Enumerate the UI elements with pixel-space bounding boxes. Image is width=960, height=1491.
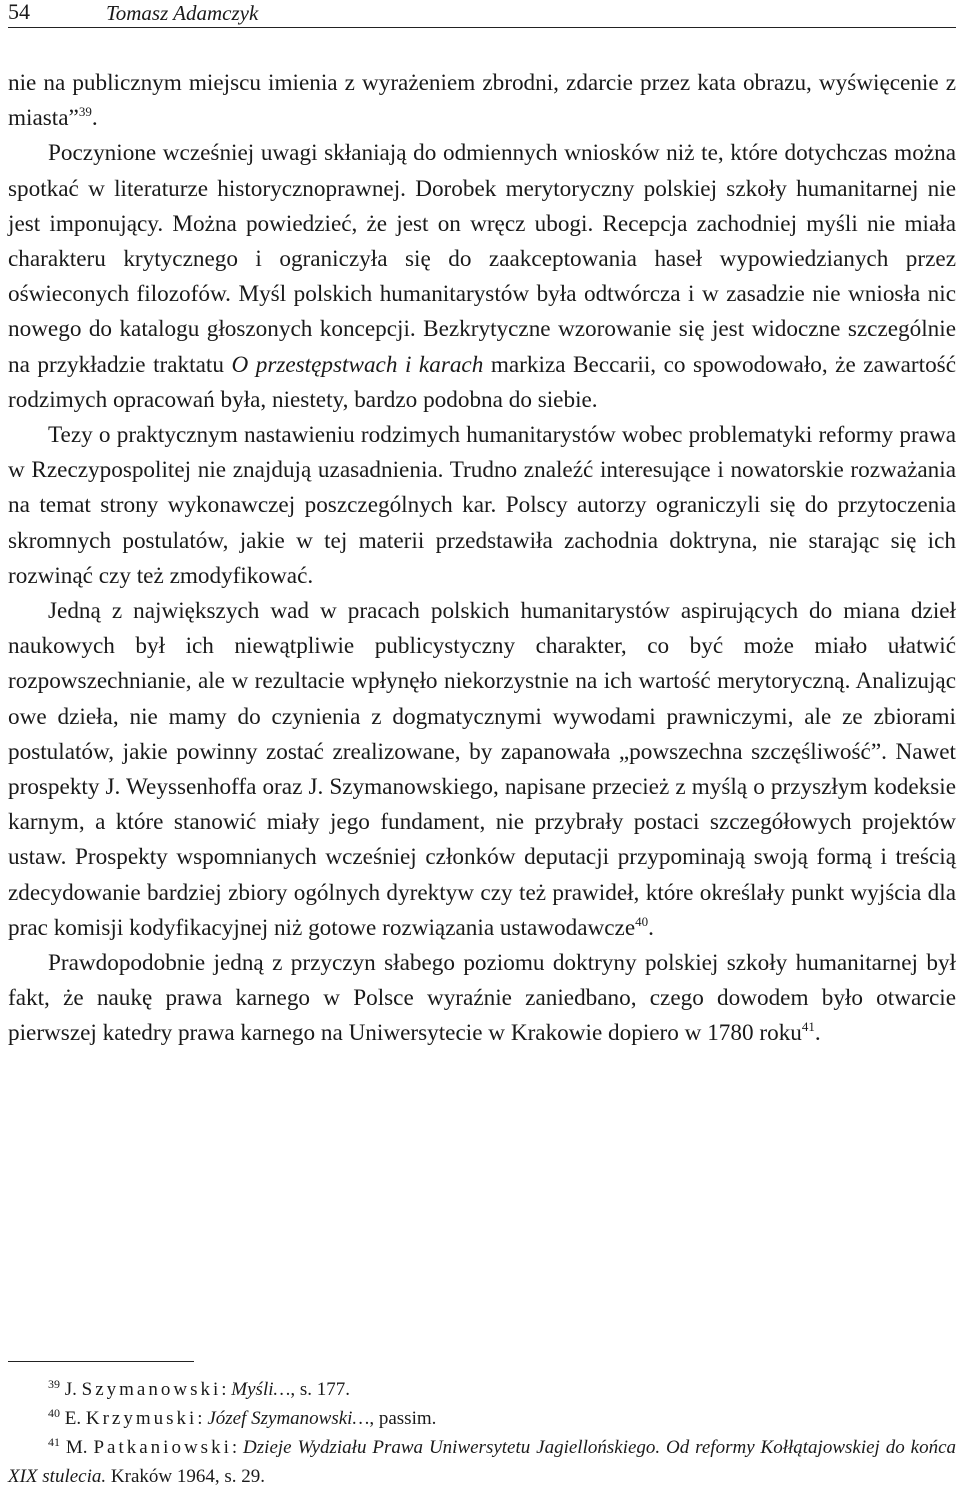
footnote [8, 1433, 956, 1491]
footnote-rest: , passim. [369, 1408, 437, 1429]
footnote-title: Józef Szymanowski… [207, 1408, 370, 1429]
page-number: 54 [8, 0, 30, 24]
footnote-reference[interactable]: 39 [78, 104, 92, 120]
footnote [8, 1404, 956, 1433]
footnote-prefix: E. [64, 1408, 86, 1429]
paragraph-text: nie na publicznym miejscu imienia z wyrażeniem zbrodni, zdarcie przez kata obrazu, wyświęcenie z miasta” [8, 70, 956, 132]
paragraph [8, 946, 956, 1052]
footnote-rest: Kraków 1964, s. 29. [106, 1466, 265, 1487]
footnote-rest: , s. 177. [290, 1379, 351, 1400]
footnote-sep: : [231, 1437, 244, 1458]
footnote-number: 40 [48, 1406, 60, 1420]
paragraph [8, 136, 956, 418]
footnote-number: 39 [48, 1377, 60, 1391]
footnote-sep: : [221, 1379, 232, 1400]
footnote [8, 1375, 956, 1404]
footnote-number: 41 [48, 1435, 60, 1449]
paragraph-text: Jedną z największych wad w pracach polskich humanitarystów aspirujących do miana dzieł naukowych był ich niewątpliwie publicystyczny charakter, co być może miało ułatwić rozpowszechnianie, ale w rezultacie wpłynęło niekorzystnie na ich wartość merytoryczną. Analizując owe dzieła, nie mamy do czynienia z dogmatycznymi wywodami prawniczymi, ale ze zbiorami postulatów, jakie powinny zostać zrealizowane, by zapanowała „powszechna szczęśliwość”. Nawet prospekty J. Weyssenhoffa oraz J. Szymanowskiego, napisane przecież z myślą o przyszłym kodeksie karnym, a które stanowić miały jego fundament, nie przybrały postaci szczegółowych projektów ustaw. Prospekty wspomnianych wcześniej członków deputacji przypominają swoją formą i treścią zdecydowanie bardziej zbiory ogólnych dyrektyw czy też prawideł, które określały punkt wyjścia dla prac komisji kodyfikacyjnej niż gotowe rozwiązania ustawodawcze [8, 598, 956, 941]
footnote-title: Myśli… [231, 1379, 291, 1400]
paragraph-end: . [648, 914, 654, 941]
footnote-prefix: M. [65, 1437, 94, 1458]
footnote-separator [8, 1361, 194, 1362]
footnote-reference[interactable]: 40 [635, 913, 649, 929]
footnote-sep: : [197, 1408, 208, 1429]
paragraph-end: . [814, 1020, 821, 1047]
paragraph-text: Poczynione wcześniej uwagi skłaniają do odmiennych wniosków niż te, które dotychczas można spotkać w literaturze historycznoprawnej. Dorobek merytoryczny polskiej szkoły humanitarnej nie jest imponujący. Można powiedzieć, że jest on wręcz ubogi. Recepcja zachodniej myśli nie miała charakteru krytycznego i ograniczyła się do zaakceptowania haseł wypowiedzianych przez oświeconych filozofów. Myśl polskich humanitarystów była odtwórcza i w zasadzie nie wniosła nic nowego do katalogu głoszonych koncepcji. Bezkrytyczne wzorowanie się jest widoczne szczególnie na przykładzie traktatu [8, 140, 956, 378]
footnote-author: Patkaniowski [93, 1437, 232, 1458]
main-text [8, 66, 956, 1052]
paragraph: Tezy o praktycznym nastawieniu rodzimych humanitarystów wobec problematyki reformy prawa w Rzeczypospolitej nie znajdują uzasadnienia. Trudno znaleźć interesujące i nowatorskie rozważania na temat strony wykonawczej poszczególnych kar. Polscy autorzy ograniczyli się do przytoczenia skromnych postulatów, jakie w tej materii przedstawiła zachodnia doktryna, nie starając się ich rozwinąć czy też zmodyfikować. [8, 422, 956, 589]
footnote-author: Krzymuski [85, 1408, 198, 1429]
footnotes [8, 1375, 956, 1491]
running-header-author: Tomasz Adamczyk [106, 1, 259, 25]
footnote-prefix: J. [64, 1379, 82, 1400]
paragraph-text: Prawdopodobnie jedną z przyczyn słabego poziomu doktryny polskiej szkoły humanitarnej był fakt, że naukę prawa karnego w Polsce wyraźnie zaniedbano, czego dowodem było otwarcie pierwszej katedry prawa karnego na Uniwersytecie w Krakowie dopiero w 1780 roku [8, 950, 956, 1047]
running-header [8, 0, 956, 28]
paragraph-end: . [91, 105, 98, 132]
paragraph-text: markiza Beccarii, co spowodowało, że zawartość rodzimych opracowań była, niestety, bardzo podobna do siebie. [8, 351, 956, 413]
footnote-reference[interactable]: 41 [801, 1019, 815, 1035]
work-title: O przestępstwach i karach [231, 351, 484, 378]
paragraph [8, 594, 956, 946]
footnote-title: Dzieje Wydziału Prawa Uniwersytetu Jagiellońskiego. Od reformy Kołłątajowskiej do końca XIX stulecia. [8, 1437, 956, 1487]
paragraph-continued [8, 66, 956, 136]
footnote-author: Szymanowski [81, 1379, 222, 1400]
